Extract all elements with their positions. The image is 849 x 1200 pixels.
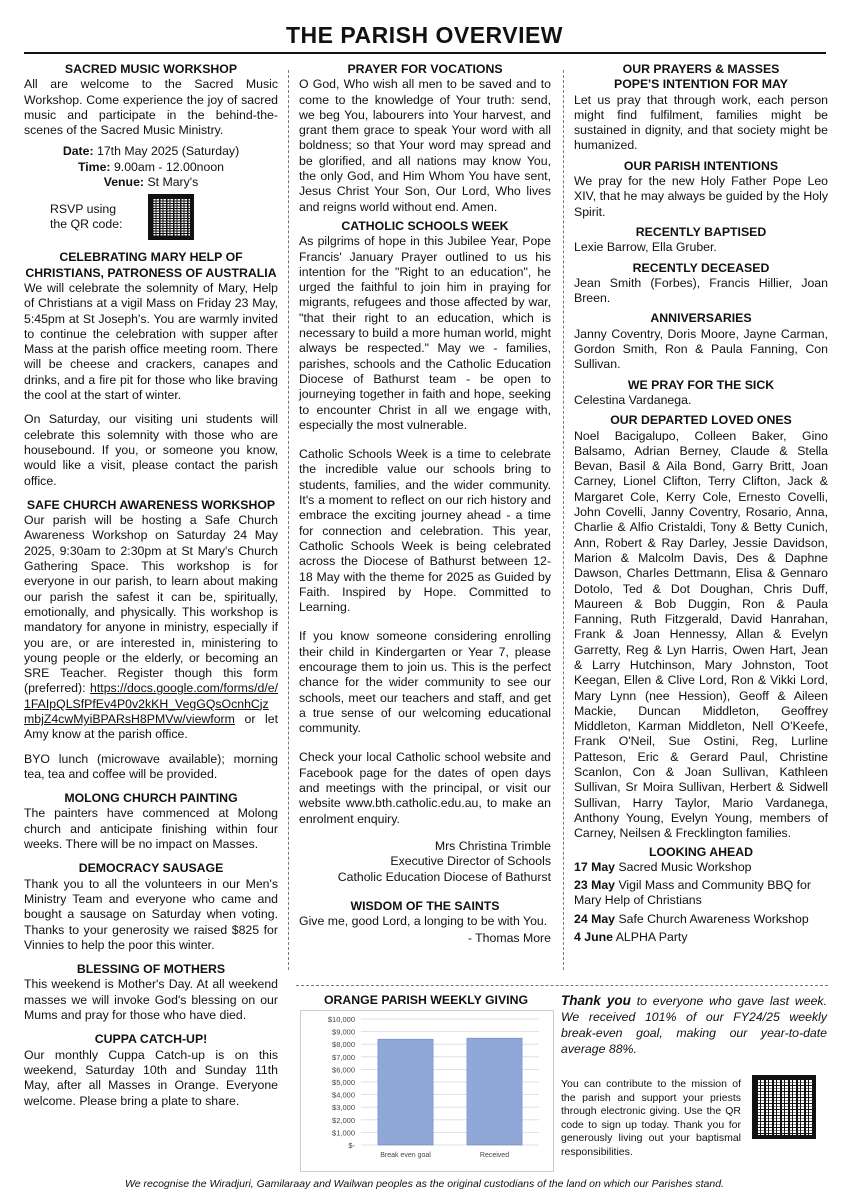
column-divider-right bbox=[563, 70, 564, 970]
giving-chart bbox=[300, 1010, 554, 1172]
mary-p2: On Saturday, our visiting uni students will celebrate this solemnity with those who are housebound. If you, or someone you know, would like a visit, please contact the parish office. bbox=[24, 412, 278, 488]
y-tick-label: $4,000 bbox=[332, 1090, 355, 1100]
y-tick-label: $3,000 bbox=[332, 1103, 355, 1113]
rsvp-qr-code[interactable] bbox=[148, 194, 194, 240]
acknowledgement-footer: We recognise the Wiradjuri, Gamilaraay and Wailwan peoples as the original custodians of the land on which our Parishes stand. bbox=[125, 1178, 724, 1190]
venue-label: Venue: bbox=[103, 175, 145, 190]
vocations-heading: PRAYER FOR VOCATIONS bbox=[347, 62, 503, 76]
ahead-item bbox=[574, 912, 828, 927]
ahead-item bbox=[574, 878, 828, 909]
y-tick-label: $6,000 bbox=[332, 1065, 355, 1075]
giving-qr-code[interactable] bbox=[752, 1075, 816, 1139]
cuppa-heading: CUPPA CATCH-UP! bbox=[94, 1032, 208, 1047]
schools-p2: Catholic Schools Week is a time to celebrate the incredible value our schools bring to students, families, and the wider community. It's a moment to reflect on our rich history and embrace the exciting journey ahead - a time for connection and celebration. This year, Catholic Schools Week is being celebrated across the Diocese of Bathurst between 12-18 May with the theme for 2025 as Guided by Faith. Inspired by Hope. Committed to Learning. bbox=[299, 447, 551, 615]
music-body: All are welcome to the Sacred Music Workshop. Come experience the joy of sacred music and participate in the behind-the-scenes of the Sacred Music Ministry. bbox=[24, 77, 278, 138]
departed-body: Noel Bacigalupo, Colleen Baker, Gino Balsamo, Adrian Berney, Claude & Stella Bevan, Basil & Aila Bond, Garry Britt, Joan Carney, Lionel Clifton, Terry Clifton, Jack & Margaret Cole, Kerry Cole, Ernesto Covelli, John Covelli, Janny Coventry, Rosario, Anna, Charlie & Alfio Cristaldi, Tony & Betty Cunich, Ann, Robert & Ray Darley, Jessie Davidson, Marion & Malcolm Davis, Des & Daphne Dawson, Charles Dettmann, Elisa & Gennaro Dotolo, Ted & Dot Doughan, Chris Duff, Maureen & Bob Duggin, Ron & Paula Fanning, Ruth Fitzgerald, David Hanrahan, Frank & Joan Hennessy, Allan & Evelyn Garretty, Reg & Lyn Harris, Owen Hart, Jean & Larry Hutchinson, Mary Johnston, Toot Keegan, Ellen & Clive Lord, Ron & Vikki Lord, Mary Lynn (nee Hession), Geoff & Aileen Mackie, Duncan Middleton, Geoffrey Middleton, Karman Middleton, Nell O'Keefe, Frank O'Neil, Sue Ostini, Reg, Lurline Patteson, Eric & Gerard Paul, Christine Scanlon, Con & Joan Sullivan, Kathleen Sullivan, Sr Moira Sullivan, Herbert & Sidwell Sullivan, Harry Taylor, Mario Vardanega, Anthony Young, Evelyn Young, members of Carney, Neilsen & Frecklington families. bbox=[574, 428, 828, 841]
y-tick-label: $1,000 bbox=[332, 1128, 355, 1138]
pope-body: Let us pray that through work, each person might find fulfilment, families might be sustained in dignity, and that society might be humanized. bbox=[574, 92, 828, 153]
time-label: Time: bbox=[77, 159, 111, 174]
contribute-text: You can contribute to the mission of the parish and support your priests through electronic giving. Use the QR code to sign up today. Thank you for generously living out your baptismal responsibilities. bbox=[561, 1078, 741, 1158]
schools-p1: As pilgrims of hope in this Jubilee Year, Pope Francis' January Prayer outlined to us his intention for the "Right to an education", he urged the faithful to join him in praying for migrants, refugees and those affected by war, "that their right to an education, which is necessary to build a more human world, might always be respected." May we - families, parishes, schools and the Catholic Education Diocese of Bathurst team - be open to journeying together in faith and hope, seeking to encounter Christ in all we engage with, especially the most vulnerable. bbox=[299, 234, 551, 432]
baptised-heading: RECENTLY BAPTISED bbox=[635, 224, 767, 239]
ahead-event: Vigil Mass and Community BBQ for Mary Help of Christians bbox=[574, 878, 811, 908]
mothers-heading: BLESSING OF MOTHERS bbox=[76, 962, 226, 977]
x-tick-label: Break even goal bbox=[380, 1152, 431, 1159]
molong-body: The painters have commenced at Molong church and anticipate finishing within four weeks. There will be no impact on Masses. bbox=[24, 806, 278, 852]
mary-p1: We will celebrate the solemnity of Mary, Help of Christians at a vigil Mass on Friday 23 May, 5:45pm at St Joseph's. You are warmly invited to continue the celebration with supper after Mass at the parish office meeting room. There will be cheese and crackers, canapes and drinks, and a fire pit for those who like braving the cool at the start of winter. bbox=[24, 280, 278, 403]
signature-org: Catholic Education Diocese of Bathurst bbox=[337, 869, 551, 884]
anniversaries-heading: ANNIVERSARIES bbox=[650, 311, 752, 326]
time-value: 9.00am - 12.00noon bbox=[113, 159, 225, 174]
page-title: THE PARISH OVERVIEW bbox=[285, 22, 564, 48]
deceased-heading: RECENTLY DECEASED bbox=[632, 260, 770, 275]
sausage-body: Thank you to all the volunteers in our Men's Ministry Team and everyone who came and bought a sausage on Saturday when voting. Thanks to your generosity we raised $825 for Vinnies to help the poor this winter. bbox=[24, 876, 278, 952]
register-link[interactable]: https://docs.google.com/forms/d/e/1FAIpQLSfPfEv4P0v2kKH_VegGQsOcnhCjzmbjZ4cwMyiBPARsH8PMVw/viewform bbox=[24, 681, 278, 726]
safe-heading: SAFE CHURCH AWARENESS WORKSHOP bbox=[26, 497, 276, 512]
y-tick-label: $9,000 bbox=[332, 1027, 355, 1037]
parish-intentions-body: We pray for the new Holy Father Pope Leo XIV, that he may always be guided by the Holy Spirit. bbox=[574, 174, 828, 219]
x-tick-label: Received bbox=[479, 1152, 510, 1159]
ahead-date: 23 May bbox=[574, 878, 616, 893]
y-tick-label: $5,000 bbox=[332, 1078, 355, 1087]
bar-0 bbox=[378, 1039, 433, 1145]
bar-1 bbox=[467, 1038, 522, 1145]
cuppa-body: Our monthly Cuppa Catch-up is on this weekend, Saturday 10th and Sunday 11th May, after all Masses in Orange. Everyone welcome. Please bring a plate to share. bbox=[24, 1047, 278, 1108]
wisdom-heading: WISDOM OF THE SAINTS bbox=[350, 898, 500, 913]
wisdom-attribution: - Thomas More bbox=[467, 931, 551, 946]
title-rule bbox=[24, 52, 826, 54]
signature-name: Mrs Christina Trimble bbox=[434, 838, 551, 853]
ahead-event: ALPHA Party bbox=[615, 930, 688, 945]
ahead-event: Safe Church Awareness Workshop bbox=[618, 911, 809, 926]
safe-p1-text: Our parish will be hosting a Safe Church Awareness Workshop on Saturday 24 May 2025, 9:30am to 2:30pm at St Mary's Church Gathering Space. This workshop is for everyone in our parish, to learn about making our parish the safest it can be, spiritually, emotionally, and physically. This workshop is mandatory for anyone in ministry, especially if you are, or are interested in, ministering to young people or the elderly, or becoming an SRE Teacher. Register though this form (preferred): bbox=[24, 513, 278, 696]
chart-title: ORANGE PARISH WEEKLY GIVING bbox=[323, 993, 529, 1007]
thanks-text: to everyone who gave last week. We received 101% of our FY24/25 weekly break-even goal, making our year-to-date average 88%. bbox=[561, 994, 827, 1056]
ahead-date: 4 June bbox=[574, 930, 613, 945]
departed-heading: OUR DEPARTED LOVED ONES bbox=[610, 413, 792, 428]
sick-body: Celestina Vardanega. bbox=[574, 392, 692, 407]
pope-heading: POPE'S INTENTION FOR MAY bbox=[614, 77, 788, 92]
column-left bbox=[24, 62, 278, 1115]
column-middle bbox=[299, 62, 551, 947]
y-tick-label: $7,000 bbox=[332, 1052, 355, 1062]
schools-p3: If you know someone considering enrolling their child in Kindergarten or Year 7, please encourage them to join us. This is the perfect chance for the wider community to see our schools, meet our teachers and staff, and get a true sense of our welcoming educational community. bbox=[299, 629, 551, 736]
prayers-heading: OUR PRAYERS & MASSES bbox=[622, 62, 780, 76]
anniversaries-body: Janny Coventry, Doris Moore, Jayne Carman, Gordon Smith, Ron & Paula Fanning, Con Sullivan. bbox=[574, 326, 828, 372]
schools-heading: CATHOLIC SCHOOLS WEEK bbox=[341, 218, 509, 233]
safe-p1-end: or let Amy know at the parish office. bbox=[24, 711, 279, 742]
ahead-item bbox=[574, 860, 828, 875]
column-divider-left bbox=[288, 70, 289, 970]
y-tick-label: $8,000 bbox=[332, 1040, 355, 1050]
wisdom-body: Give me, good Lord, a longing to be with You. bbox=[299, 914, 548, 929]
ahead-date: 17 May bbox=[574, 859, 616, 874]
music-date bbox=[24, 144, 278, 159]
thanks-bold: Thank you bbox=[561, 993, 631, 1008]
sausage-heading: DEMOCRACY SAUSAGE bbox=[78, 861, 224, 876]
mothers-body: This weekend is Mother's Day. At all weekend masses we will invoke God's blessing on our Mums and pray for those who have died. bbox=[24, 977, 278, 1023]
music-heading: SACRED MUSIC WORKSHOP bbox=[64, 62, 238, 76]
music-time bbox=[24, 160, 278, 175]
looking-ahead-heading: LOOKING AHEAD bbox=[648, 844, 754, 859]
vocations-body: O God, Who wish all men to be saved and to come to the knowledge of Your truth: send, we beg You, labourers into Your harvest, and grant them grace to speak Your word with all boldness; so that Your word may spread and be glorified, and all nations may know You, the only God, and Him Whom You have sent, Jesus Christ Your Son, Our Lord, Who lives and reigns world without end. Amen. bbox=[299, 77, 551, 214]
rsvp-text: RSVP using the QR code: bbox=[50, 202, 123, 232]
ahead-event: Sacred Music Workshop bbox=[618, 859, 752, 874]
signature-role: Executive Director of Schools bbox=[390, 854, 551, 869]
music-venue bbox=[24, 175, 278, 190]
y-tick-label: $10,000 bbox=[327, 1015, 355, 1024]
deceased-body: Jean Smith (Forbes), Francis Hillier, Joan Breen. bbox=[574, 275, 828, 306]
y-tick-label: $- bbox=[348, 1141, 355, 1150]
giving-divider bbox=[296, 985, 828, 988]
giving-thanks bbox=[561, 993, 827, 1057]
ahead-date: 24 May bbox=[574, 911, 616, 926]
giving-chart-svg bbox=[301, 1011, 553, 1171]
y-tick-label: $2,000 bbox=[332, 1115, 355, 1125]
safe-p1 bbox=[24, 513, 278, 742]
date-value: 17th May 2025 (Saturday) bbox=[96, 144, 240, 159]
rsvp-row bbox=[50, 194, 278, 240]
ahead-item bbox=[574, 930, 828, 945]
parish-intentions-heading: OUR PARISH INTENTIONS bbox=[623, 158, 779, 173]
schools-p4: Check your local Catholic school website and Facebook page for the dates of open days and meetings with the principal, or visit our website www.bth.catholic.edu.au, to make an enrolment enquiry. bbox=[299, 750, 551, 826]
venue-value: St Mary's bbox=[147, 175, 199, 190]
sick-heading: WE PRAY FOR THE SICK bbox=[627, 377, 775, 392]
column-right bbox=[574, 62, 828, 945]
date-label: Date: bbox=[62, 144, 94, 159]
molong-heading: MOLONG CHURCH PAINTING bbox=[64, 791, 238, 806]
safe-p2: BYO lunch (microwave available); morning tea, tea and coffee will be provided. bbox=[24, 751, 278, 781]
mary-heading: CELEBRATING MARY HELP OF CHRISTIANS, PATRONESS OF AUSTRALIA bbox=[25, 250, 277, 280]
baptised-body: Lexie Barrow, Ella Gruber. bbox=[574, 240, 717, 255]
